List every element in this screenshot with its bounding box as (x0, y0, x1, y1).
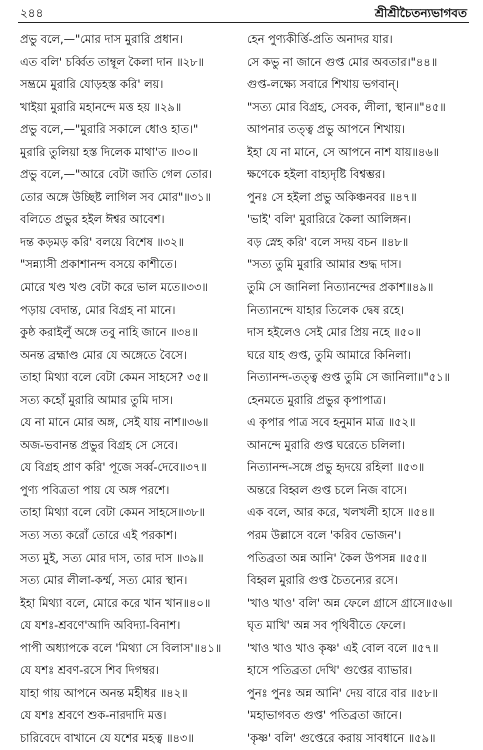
verse-line: সম্ভ্রমে মুরারি যোড়হস্ত করি' লয়। (20, 77, 164, 92)
left-column (20, 28, 242, 750)
page-header (18, 4, 469, 22)
verse-line: পতিব্রতা অন্ন আনি' কৈল উপসন্ন ॥৫৫॥ (247, 550, 427, 565)
verse-line: ইহা মিথ্যা বলে, মোরে করে খান খান॥৪০॥ (20, 595, 211, 610)
verse-line: যে যশঃ-শ্রবণে'আদি অবিদ্যা-বিনাশ। (20, 618, 181, 633)
verse-line: নিত্যানন্দ-সঙ্গে প্রভু হৃদয়ে রহিলা ॥৫৩॥ (247, 460, 425, 475)
verse-line: হেনমতে মুরারি প্রভুর কৃপাপাত্র। (247, 392, 386, 407)
verse-line: পুনঃ পুনঃ অন্ন আনি' দেয় বারে বার ॥৫৮॥ (247, 685, 438, 700)
verse-line: তাহা মিথ্যা বলে বেটা কেমন সাহসে॥৩৮॥ (20, 505, 205, 520)
verse-line: আপনার তত্ত্ব প্রভু আপনে শিখায়। (247, 122, 406, 137)
verse-line: "সত্য তুমি মুরারি আমার শুদ্ধ দাস। (247, 257, 402, 272)
verse-line: পরম উল্লাসে বলে 'করিব ভোজন'। (247, 528, 402, 543)
verse-line: অজ-ভবানন্ত প্রভুর বিগ্রহ সে সেবে। (20, 437, 179, 452)
verse-line: যে যশঃ শ্রবণে শুক-নারদাদি মত্ত। (20, 708, 167, 723)
verse-line: মুরারি তুলিয়া হস্ত দিলেক মাথা'ত ॥৩০॥ (20, 144, 198, 159)
verse-line: মোরে খণ্ড খণ্ড বেটা করে ভাল মতে॥৩৩॥ (20, 280, 208, 295)
verse-line: পুণ্য পবিত্রতা পায় যে অঙ্গ পরশে। (20, 482, 170, 497)
verse-line: যে না মানে মোর অঙ্গ, সেই যায় নাশ॥৩৬॥ (20, 415, 209, 430)
verse-line: "সত্য মোর বিগ্রহ, সেবক, লীলা, স্থান॥"৪৫॥ (247, 99, 446, 114)
verse-line: সত্য সত্য করোঁ তোরে এই পরকাশ। (20, 528, 177, 543)
verse-line: এ কৃপার পাত্র সবে হনুমান মাত্র ॥৫২॥ (247, 415, 416, 430)
running-title: শ্রীশ্রীচৈতন্যভাগবত (374, 6, 467, 20)
verse-line: ঘৃত মাখি' অন্ন সব পৃথিবীতে ফেলে। (247, 618, 406, 633)
verse-line: পড়ায় বেদান্ত, মোর বিগ্রহ না মানে। (20, 302, 176, 317)
verse-line: বিহ্বল মুরারি গুপ্ত চৈতন্যের রসে। (247, 573, 398, 588)
verse-line: দন্ত কড়মড় করি' বলয়ে বিশেষ ॥৩২॥ (20, 234, 185, 249)
verse-line: পাপী অধ্যাপকে বলে 'মিথ্যা সে বিলাস'॥৪১॥ (20, 640, 222, 655)
verse-line: হাসে পতিব্রতা দেখি' গুপ্তের ব্যাভার। (247, 663, 413, 678)
verse-line: সত্য মুই, সত্য মোর দাস, তার দাস ॥৩৯॥ (20, 550, 204, 565)
verse-line: তুমি সে জানিলা নিত্যানন্দের প্রকাশ॥৪৯॥ (247, 280, 434, 295)
verse-line: বলিতে প্রভুর হইল ঈশ্বর আবেশ। (20, 212, 165, 227)
right-column (247, 28, 475, 750)
verse-line: হেন পুণ্যকীর্ত্তি-প্রতি অনাদর যার। (247, 32, 393, 46)
verse-line: গুপ্ত-লক্ষ্যে সবারে শিখায় ভগবান্। (247, 77, 400, 92)
verse-line: এত বলি' চর্ব্বিত তাম্বূল কৈলা দান ॥২৮॥ (20, 54, 204, 69)
verse-line: 'কৃষ্ণ' বলি' গুপ্তেরে করায় সাবধানে ॥৫৯॥ (247, 730, 436, 745)
verse-line: পুনঃ সে হইলা প্রভু অকিঞ্চনবর ॥৪৭॥ (247, 189, 417, 204)
verse-line: সত্য মোর লীলা-কর্ম্ম, সত্য মোর স্থান। (20, 573, 188, 588)
verse-line: 'খাও খাও' বলি' অন্ন ফেলে গ্রাসে গ্রাসে॥৫৬॥ (247, 595, 453, 610)
verse-line: সত্য কহোঁ মুরারি আমার তুমি দাস। (20, 392, 173, 407)
verse-line: নিত্যানন্দ-তত্ত্ব গুপ্ত তুমি সে জানিলা॥"৫১॥ (247, 370, 450, 385)
verse-line: এক বলে, আর করে, খলখলী হাসে ॥৫৪॥ (247, 505, 435, 520)
verse-line: ক্ষণেকে হইলা বাহ্যদৃষ্টি বিশ্বম্ভর। (247, 167, 386, 182)
verse-line: "সন্ন্যাসী প্রকাশানন্দ বসয়ে কাশীতে। (20, 257, 177, 272)
verse-line: অন্তরে বিহ্বল গুপ্ত চলে নিজ বাসে। (247, 482, 408, 497)
verse-line: 'ভাই' বলি' মুরারিরে কৈলা আলিঙ্গন। (247, 212, 411, 227)
verse-line: যে বিগ্রহ প্রাণ করি' পূজে সর্ব্ব-দেবে॥৩৭॥ (20, 460, 207, 475)
verse-line: প্রভু বলে,—"মুরারি সকালে ধোও হাত।" (20, 122, 199, 137)
verse-line: চারিবেদে বাখানে যে যশের মহত্ব ॥৪৩॥ (20, 730, 194, 745)
verse-line: আনন্দে মুরারি গুপ্ত ঘরেতে চলিলা। (247, 437, 405, 452)
verse-line: ঘরে যাহ গুপ্ত, তুমি আমারে কিনিলা। (247, 347, 411, 362)
verse-line: দাস হইলেও সেই মোর প্রিয় নহে ॥৫০॥ (247, 325, 421, 340)
verse-line: প্রভু বলে,—"মোর দাস মুরারি প্রধান। (20, 32, 183, 46)
verse-line: যে যশঃ শ্রবণ-রসে শিব দিগম্বর। (20, 663, 160, 678)
verse-line: 'খাও খাও খাও কৃষ্ণ' এই বোল বলে ॥৫৭॥ (247, 640, 439, 655)
page-number: ২৪৪ (20, 6, 44, 20)
verse-line: তোর অঙ্গে উচ্ছিষ্ট লাগিল সব মোর"॥৩১॥ (20, 189, 211, 204)
verse-line: অনন্ত ব্রহ্মাণ্ড মোর যে অঙ্গেতে বৈসে। (20, 347, 187, 362)
verse-line: 'মহাভাগবত গুপ্ত' পতিব্রতা জানে। (247, 708, 402, 723)
verse-line: সে কভু না জানে গুপ্ত মোর অবতার।"৪৪॥ (247, 54, 438, 69)
verse-line: কুষ্ঠ করাইলুঁ অঙ্গে তবু নাহি জানে ॥৩৪॥ (20, 325, 198, 340)
verse-line: ইহা যে না মানে, সে আপনে নাশ যায়॥৪৬॥ (247, 144, 440, 159)
verse-line: নিত্যানন্দে যাহার তিলেক দ্বেষ রহে। (247, 302, 405, 317)
verse-line: তাহা মিথ্যা বলে বেটা কেমন সাহসে? ৩৫॥ (20, 370, 209, 385)
verse-line: যাহা গায় আপনে অনন্ত মহীধর ॥৪২॥ (20, 685, 188, 700)
verse-line: খাইয়া মুরারি মহানন্দে মত্ত হয় ॥২৯॥ (20, 99, 182, 114)
header-rule (18, 22, 469, 23)
verse-line: বড় স্নেহ করি' বলে সদয় বচন ॥৪৮॥ (247, 234, 409, 249)
verse-line: প্রভু বলে,—"আরে বেটা জাতি গেল তোর। (20, 167, 213, 182)
